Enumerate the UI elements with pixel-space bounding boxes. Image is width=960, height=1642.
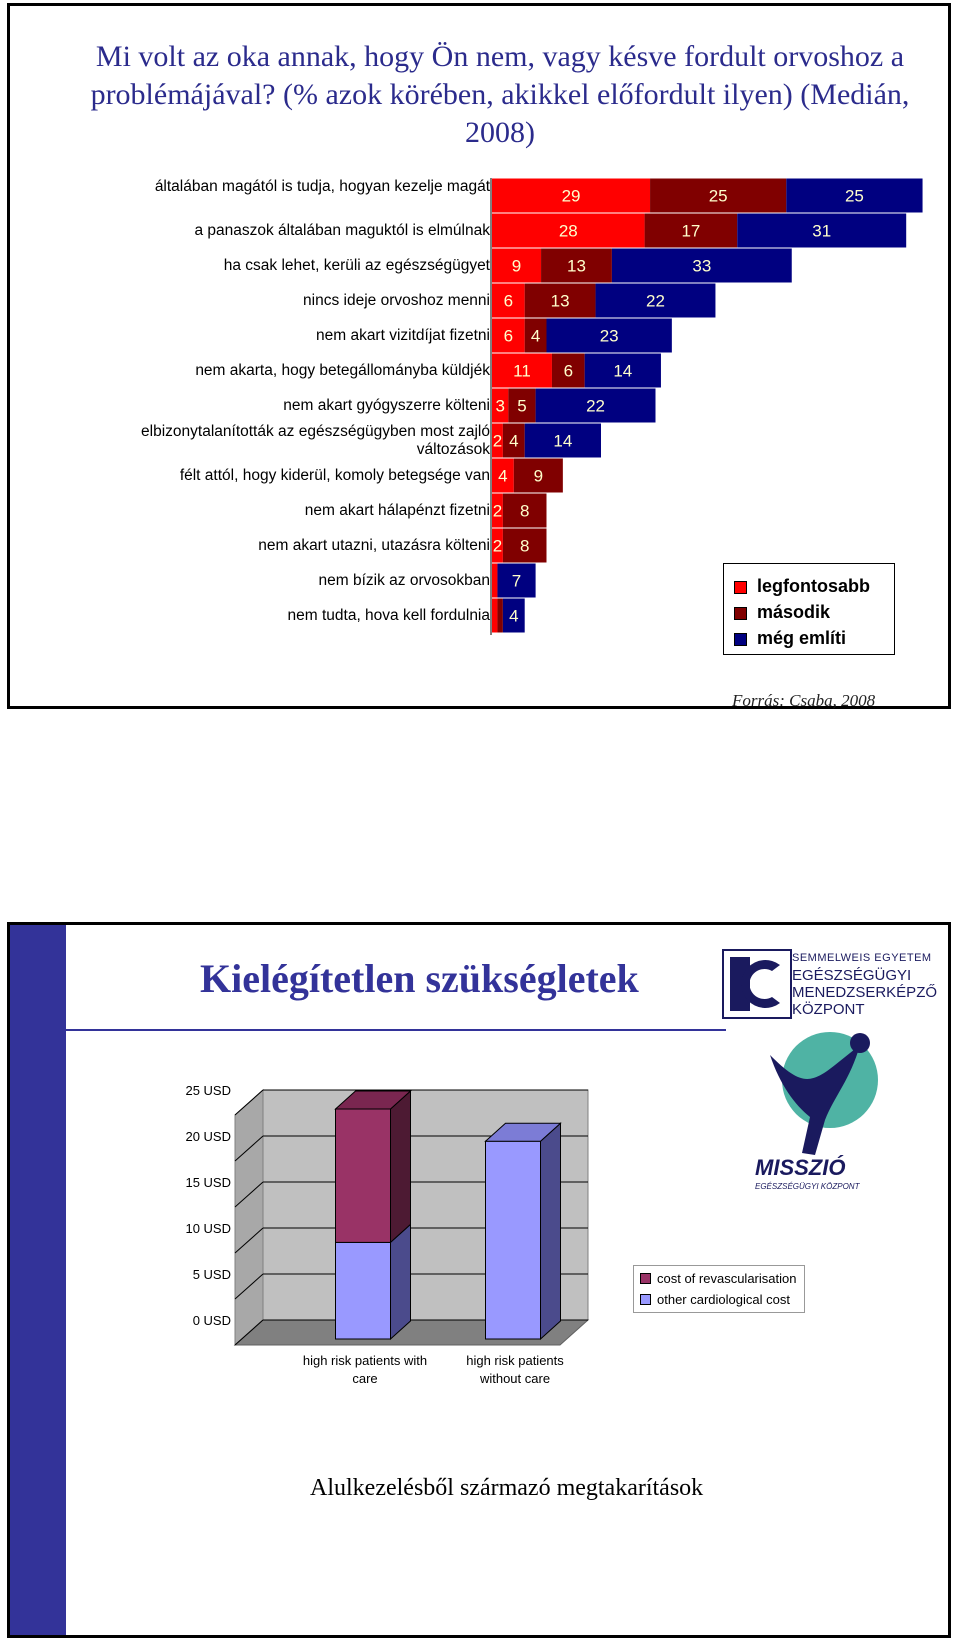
- column-side: [391, 1091, 411, 1242]
- slide-title: Kielégítetlen szükségletek: [200, 956, 639, 1001]
- x-tick-label: high risk patients without care: [466, 1353, 564, 1386]
- data-label: 5: [517, 396, 527, 416]
- bar-segment: [492, 564, 497, 598]
- legend-swatch: [640, 1294, 651, 1305]
- logo-line: EGÉSZSÉGÜGYI: [792, 967, 912, 984]
- column-side: [391, 1224, 411, 1339]
- data-label: 2: [492, 501, 503, 521]
- data-label: 2: [492, 536, 503, 556]
- data-label: 33: [692, 256, 712, 276]
- x-tick-label: high risk patients with care: [302, 1353, 428, 1386]
- data-label: 22: [586, 396, 606, 416]
- data-label: 9: [511, 256, 522, 276]
- category-label: a panaszok általában maguktól is elmúlnak: [194, 221, 490, 239]
- chart-legend: [723, 563, 895, 655]
- category-label: nem akart hálapénzt fizetni: [304, 501, 490, 519]
- data-label: 11: [513, 361, 531, 381]
- data-label: 13: [567, 256, 586, 276]
- legend-label: még említi: [757, 628, 847, 648]
- legend-swatch: [640, 1273, 651, 1284]
- data-label: 6: [563, 361, 574, 381]
- category-label: nem akart utazni, utazásra költeni: [258, 536, 490, 554]
- bar-segment: [497, 599, 502, 633]
- data-label: 31: [812, 221, 832, 241]
- slide-survey: [7, 3, 951, 709]
- data-label: 25: [844, 186, 864, 206]
- y-tick-label: 5 USD: [192, 1267, 231, 1282]
- data-label: 14: [553, 431, 573, 451]
- logo-line: KÖZPONT: [792, 1001, 865, 1018]
- data-label: 6: [503, 326, 514, 346]
- column-side: [541, 1123, 561, 1339]
- data-label: 8: [519, 536, 530, 556]
- data-label: 4: [530, 326, 541, 346]
- data-label: 14: [613, 361, 633, 381]
- column-segment: [336, 1242, 391, 1339]
- data-label: 13: [550, 291, 570, 311]
- legend-swatch: [734, 581, 747, 594]
- legend-label: legfontosabb: [757, 576, 870, 596]
- chart-title: Mi volt az oka annak, hogy Ön nem, vagy késve fordult orvoshoz a problémájával? (% azok körében, akikkel előfordult ilyen) (Medián, 2008): [90, 40, 910, 149]
- legend-swatch: [734, 607, 747, 620]
- column-segment: [486, 1141, 541, 1339]
- data-label: 8: [519, 501, 530, 521]
- data-label: 25: [708, 186, 728, 206]
- data-label: 28: [558, 221, 578, 241]
- data-label: 4: [498, 466, 508, 486]
- y-tick-label: 15 USD: [185, 1175, 231, 1190]
- category-label: nem tudta, hova kell fordulnia: [287, 606, 490, 624]
- category-label: nem bízik az orvosokban: [318, 571, 490, 589]
- category-label: általában magától is tudja, hogyan kezelje magát: [154, 177, 490, 195]
- legend-item: [640, 1271, 796, 1286]
- bar-segment: [492, 599, 497, 633]
- category-label: nincs ideje orvoshoz menni: [303, 291, 490, 309]
- data-label: 17: [681, 221, 701, 241]
- data-label: 6: [503, 291, 514, 311]
- cost-bar-chart: [10, 925, 951, 1638]
- data-label: 2: [492, 431, 503, 451]
- legend-label: other cardiological cost: [657, 1292, 790, 1307]
- data-label: 9: [533, 466, 544, 486]
- legend-label: második: [757, 602, 831, 622]
- data-label: 23: [599, 326, 619, 346]
- column-segment: [336, 1109, 391, 1242]
- source-note: Forrás: Csaba, 2008: [732, 691, 876, 710]
- data-label: 22: [646, 291, 665, 311]
- slide-caption: Alulkezelésből származó megtakarítások: [310, 1475, 704, 1501]
- category-label: nem akart vizitdíjat fizetni: [315, 326, 490, 344]
- cost-legend: [633, 1265, 805, 1313]
- slide-unmet-needs: [7, 922, 951, 1638]
- y-tick-label: 20 USD: [185, 1129, 231, 1144]
- logo2-title: MISSZIÓ: [755, 1155, 846, 1180]
- data-label: 3: [495, 396, 505, 416]
- data-label: 7: [511, 571, 522, 591]
- category-label: nem akart gyógyszerre költeni: [283, 396, 490, 414]
- category-label: ha csak lehet, kerüli az egészségügyet: [223, 256, 490, 274]
- y-tick-label: 10 USD: [185, 1221, 231, 1236]
- logo2-subtitle: EGÉSZSÉGÜGYI KÖZPONT: [755, 1182, 860, 1191]
- legend-item: [640, 1292, 790, 1307]
- data-label: 4: [509, 431, 519, 451]
- logo-line: SEMMELWEIS EGYETEM: [792, 952, 932, 964]
- legend-swatch: [734, 633, 747, 646]
- legend-label: cost of revascularisation: [657, 1271, 797, 1286]
- category-label: félt attól, hogy kiderül, komoly betegsége van: [179, 466, 490, 484]
- data-label: 4: [509, 606, 519, 626]
- data-label: 29: [561, 186, 581, 206]
- category-label: nem akarta, hogy betegállományba küldjék: [195, 361, 490, 379]
- category-label: elbizonytalanították az egészségügyben most zajló változások: [141, 422, 490, 458]
- y-tick-label: 0 USD: [192, 1313, 231, 1328]
- plot-side-wall: [235, 1090, 263, 1345]
- logo-line: MENEDZSERKÉPZŐ: [792, 984, 938, 1001]
- y-tick-label: 25 USD: [185, 1083, 231, 1098]
